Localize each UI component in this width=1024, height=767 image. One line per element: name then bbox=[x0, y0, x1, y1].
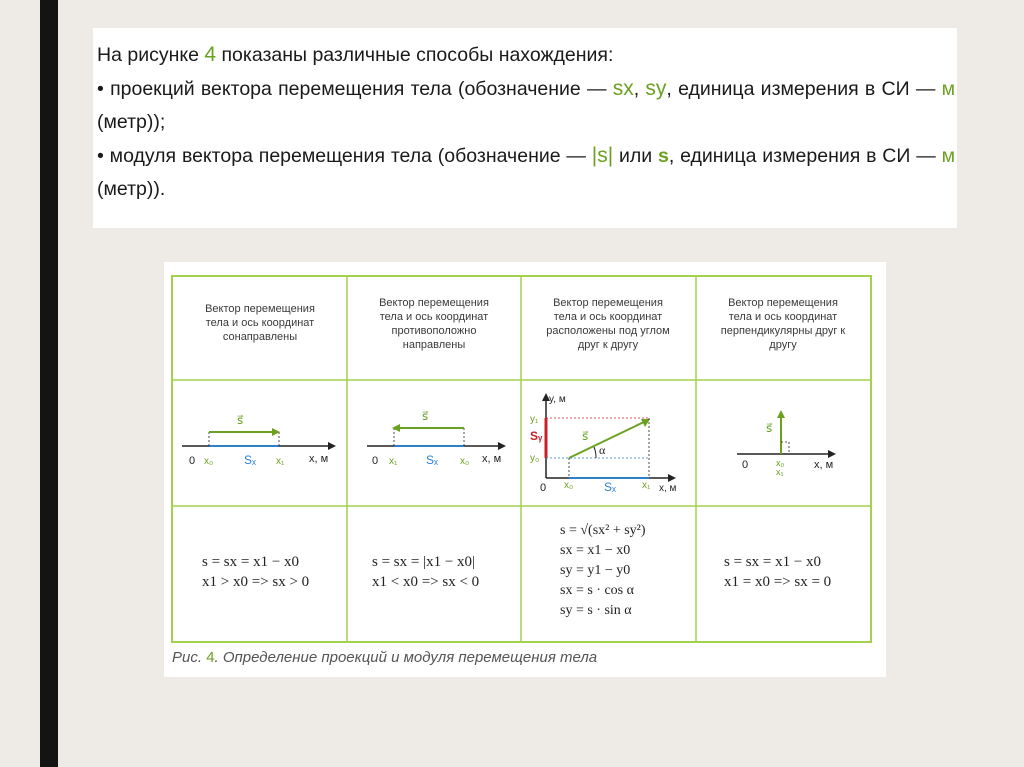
label-y-axis: y, м bbox=[549, 394, 566, 405]
label-sx: Sₓ bbox=[244, 453, 256, 467]
label-zero: 0 bbox=[189, 455, 196, 467]
text-segment: На рисунке bbox=[97, 44, 205, 66]
header-col-3: Вектор перемещения тела и ось координат расположены под углом друг к другу bbox=[546, 297, 670, 351]
figure bbox=[164, 262, 886, 677]
unit-m: м bbox=[941, 145, 955, 167]
label-x-axis: x, м bbox=[814, 459, 834, 471]
formula-col-3: s = √(sx² + sy²) sx = x1 − x0 sy = y1 − y0 sx = s · cos α sy = s · sin α bbox=[560, 523, 646, 618]
text-segment: • модуля вектора перемещения тела (обозначение — bbox=[97, 145, 592, 167]
text-segment: или bbox=[613, 145, 658, 167]
text-block bbox=[93, 28, 957, 228]
header-col-2: Вектор перемещения тела и ось координат противоположно направлены bbox=[379, 297, 489, 351]
label-x0: x₀ bbox=[460, 456, 470, 467]
label-x-axis: x, м bbox=[659, 483, 677, 494]
symbol-sx: sx bbox=[612, 77, 634, 100]
label-x0: x₀ bbox=[564, 480, 574, 491]
label-zero: 0 bbox=[372, 455, 379, 467]
text-segment: • проекций вектора перемещения тела (обозначение — bbox=[97, 78, 613, 100]
diagram-angle bbox=[530, 393, 677, 494]
label-x1: x₁ bbox=[389, 456, 398, 467]
text-segment: (метр)); bbox=[97, 111, 166, 133]
label-s: s⃗ bbox=[582, 429, 589, 443]
label-x-axis: x, м bbox=[309, 453, 329, 465]
figure-caption: Рис. 4. Определение проекций и модуля перемещения тела bbox=[172, 649, 598, 666]
left-accent-bar bbox=[40, 0, 58, 767]
diagram-codirected bbox=[182, 413, 336, 467]
label-sy: Sᵧ bbox=[530, 429, 543, 443]
label-x1: x₁ bbox=[276, 456, 285, 467]
symbol-abs-s: |s| bbox=[591, 144, 614, 167]
label-sx: Sₓ bbox=[604, 480, 616, 494]
label-x0: x₀ bbox=[776, 458, 785, 468]
diagram-opposite bbox=[367, 409, 506, 467]
figure-ref: 4 bbox=[204, 43, 217, 66]
label-x1: x₁ bbox=[776, 467, 784, 477]
text-segment: , bbox=[633, 78, 646, 100]
label-y0: y₀ bbox=[530, 453, 540, 464]
unit-m: м bbox=[941, 78, 955, 100]
label-sx: Sₓ bbox=[426, 453, 438, 467]
label-x1: x₁ bbox=[642, 480, 651, 491]
text-segment: показаны различные способы нахождения: bbox=[216, 44, 614, 66]
text-segment: , единица измерения в СИ — bbox=[666, 78, 942, 100]
symbol-s: s bbox=[657, 145, 669, 167]
formula-col-1: s = sx = x1 − x0 x1 > x0 => sx > 0 bbox=[202, 554, 310, 590]
label-alpha: α bbox=[599, 443, 606, 457]
label-s: s⃗ bbox=[766, 421, 773, 435]
label-zero: 0 bbox=[540, 482, 547, 494]
text-segment: (метр)). bbox=[97, 178, 166, 200]
paragraph bbox=[97, 38, 955, 206]
formula-col-2: s = sx = |x1 − x0| x1 < x0 => sx < 0 bbox=[372, 554, 480, 590]
label-x-axis: x, м bbox=[482, 453, 502, 465]
header-col-1: Вектор перемещения тела и ось координат сонаправлены bbox=[205, 303, 315, 343]
header-col-4: Вектор перемещения тела и ось координат перпендикулярны друг к другу bbox=[720, 297, 846, 351]
diagram-perpendicular bbox=[737, 410, 836, 477]
label-x0: x₀ bbox=[204, 456, 214, 467]
symbol-sy: sy bbox=[645, 77, 667, 100]
label-s: s⃗ bbox=[422, 409, 429, 423]
label-y1: y₁ bbox=[530, 414, 539, 425]
text-segment: , единица измерения в СИ — bbox=[668, 145, 942, 167]
formula-col-4: s = sx = x1 − x0 x1 = x0 => sx = 0 bbox=[724, 554, 832, 590]
label-s: s⃗ bbox=[237, 413, 244, 427]
label-zero: 0 bbox=[742, 459, 749, 471]
